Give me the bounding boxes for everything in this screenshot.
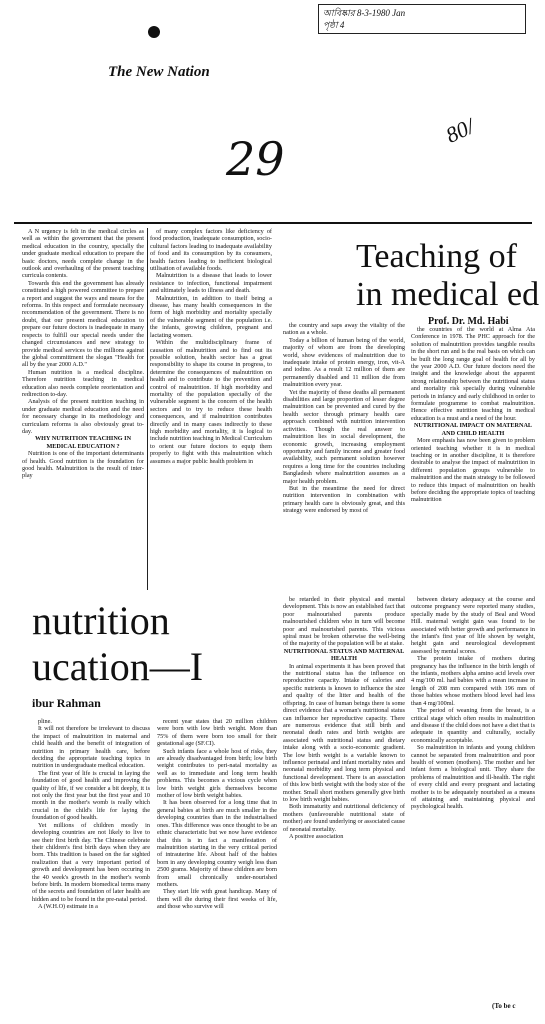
- handwritten-margin-note: 80/: [441, 113, 478, 148]
- paragraph: the country and saps away the vitality of the nation as a whole.: [283, 322, 405, 337]
- title-line-2: ucation—I: [32, 644, 204, 689]
- date-stamp: [318, 4, 526, 34]
- title-line-2: in medical ed: [356, 276, 540, 313]
- paragraph: The first year of life is crucial in laying the foundation of good health and improving the quality of life, if we consider a bit deeply, it is not only the first year but the first year and 10 month in the mother's womb is really which crucial in the child's life for laying the foundation of good health.: [32, 769, 150, 822]
- part2-column-2: [157, 718, 277, 1016]
- subheading: NUTRITIONAL STATUS AND MATERNAL HEALTH: [283, 647, 405, 663]
- punch-hole: [148, 26, 160, 38]
- stamp-line-2: পৃষ্ঠা 4: [323, 20, 345, 30]
- paragraph: Nutrition is one of the important determinants of health. Good nutrition is the foundation for good health. Malnutrition is the result of inter-play: [22, 450, 144, 480]
- paragraph: Both immaturity and nutritional deficiency of mothers (unfavourable nutritional state of mother) are found underlying or associated cause of neonatal mortality.: [283, 803, 405, 833]
- paragraph: In animal experiments it has been proved that the nutritional status has the influence on reproductive capacity. Intake of calories and specific nutrients is known to influence the size and quality of the litter and health of the offspring. In case of human beings there is some direct evidence that a woman's nutritional status can influence her reproductive capacity. There are numerous evidence that still birth and neonatal death rates and birth weights are associated with nutritional status and dietary intake along with a socio-economic gradient. The low birth weight is a variable known to influence perinatal and infant mortality rates and neonatal morbidity and long term physical and functional development. There is an association of this low birth weight with the body size of the mother. Small short mothers generally give birth to low birth weight babies.: [283, 662, 405, 803]
- part1-column-4: [411, 326, 535, 590]
- part1-column-2: [150, 228, 272, 590]
- column-divider: [147, 228, 148, 590]
- paragraph: Within the multidisciplinary frame of causation of malnutrition and to find out its possible solution, health sector has a great responsibility to shape its course in progress, to determine the consequences of malnutrition on health and to contribute to the prevention and control of malnutrition. If high morbidity and mortality of the population specially of the vulnerable segment is the concern of the health sectors and to try to reduce these health consequences, and if malnutrition contributes directly and in many cases indirectly to these high morbidity and mortality, it is logical to include nutrition teaching in Medical Curriculum to orient our future doctors to equip them properly to fight with this malnutrition which assumes a major public health problem in: [150, 339, 272, 465]
- part2-column-3: [283, 596, 405, 1016]
- author-byline-part1: Prof. Dr. Md. Habi: [428, 316, 509, 327]
- paragraph: Yet millions of children mostly in developing countries are not likely to live to see their first birth day. The Chinese celebrate their children's first birth days when they are born. This tradition is based on the far sighted realization that a very important period of growth and development has been occuring in the 40 week's growth in the mother's womb before birth. In modern biomedical terms many of the secrets and foundation of later health are hidden and to be found in the pre-natal period.: [32, 821, 150, 903]
- top-rule: [14, 222, 532, 224]
- handwritten-page-number: 29: [226, 132, 285, 186]
- part1-column-1: [22, 228, 144, 590]
- paragraph: Towards this end the government has already constituted a high powered committee to prepare a report and suggest the ways and means for the reforms. In this respect and formulate necessary recommendation of the government. There is no doubt, that our present medical education to prepare our future doctors is inadequate in many respects to fulfill our special needs under the changed circumstances and new strategy to provide medical services to the millions against the global committment the slogan "Health for all by the year 2000 A.D.": [22, 279, 144, 369]
- paragraph: The protein intake of mothers during pregnancy has the influence in the birth length of the infants, mothers alpha amino acid levels over 4 mg/100 ml. had babies with a mean increase in length of 208 mm compared with 196 mm of those babies whose mothers blood level had less than 4 mg/100ml.: [411, 655, 535, 707]
- part2-column-1: [32, 718, 150, 1016]
- newspaper-name: The New Nation: [108, 64, 210, 80]
- article-title-part1: [356, 238, 539, 314]
- title-line-1: Teaching of: [356, 238, 517, 275]
- paragraph: pline.: [38, 718, 52, 725]
- paragraph: Such infants face a whole host of risks, they are already disadvantaged from birth; low birth weight contributes to peri-natal mortality as well as to immediate and long term health problems. This becomes a vicious cycle when low birth weight girls themselves become mother of low birth weight babies.: [157, 747, 277, 800]
- part2-column-4: [411, 596, 535, 998]
- paragraph: A N urgency is felt in the medical circles as well as within the government that the present medical education in the country, specially the under graduate medical education to prepare the basic doctors, needs complete change in the outlook and overhauling of the present teaching curricula contents.: [22, 228, 144, 280]
- subheading: NUTRITIONAL IMPACT ON MATERNAL AND CHILD HEALTH: [413, 422, 533, 437]
- paragraph: A positive association: [289, 833, 344, 840]
- paragraph: the countries of the world at Alma Ata Conference in 1978. The PHC approach for the solution of malnutrition provides tangible results in the short run and is the real basis on which can be built the long range goal of health for all by the year 2000 A.D. Our future doctors need the insight and the knowledge about the apparent strong relationship between the nutritional status and mortality risk specially during vulnerable periods in infancy and early childhood in order to formulate programme to combat malnutrition. Hence effective nutrition teaching in medical education is a must and a need of the hour.: [411, 326, 535, 422]
- paragraph: of many complex factors like deficiency of food production, inadequate consumption, socio-cultural factors leading to inadequate availability of food and its consumption by its consumers, health factors leading to inefficient biological utilisation of available foods.: [150, 228, 272, 273]
- paragraph: But in the meantime the need for direct nutrition intervention in combination with primary health care is obviously great, and this strategy were endorsed by most of: [283, 484, 405, 515]
- paragraph: Today a billion of human being of the world, majority of whom are from the developing world, show evidences of malnutrition due to inadequate intake of protein energy, iron, vit-A and iodine. As a result 12 million of them are permanently disabled and 11 million die from malnutrition every year.: [283, 336, 405, 389]
- paragraph: More emphasis has now been given to problem oriented teaching whether it is in medical teaching or in another discipline, it is therefore desirable to analyse the impact of malnutrition in different population groups vulnerable to malnutrition and the main strategy to be followed to reduce this impact of malnutrition on health before deciding the appropriate topics of teaching malnutrition: [411, 437, 535, 504]
- continued-note: (To be c: [492, 1002, 516, 1010]
- paragraph: The period of weaning from the breast, is a critical stage which often results in malnutrition and disease if the child does not have a diet that is adequate in quantity and culturally, socially economically acceptable.: [411, 707, 535, 744]
- paragraph: So malnutrition in infants and young children cannot be separated from malnutrition and poor health of women (mothers). The mother and her infant form a biological unit. They share the problems of malnutrition and ill-health. The right of every child and every pregnant and lactating mother is to be adequately nourished as a means of attaining and maintaining physical and psychological health.: [411, 744, 535, 811]
- paragraph: be retarded in their physical and mental development. This is now an established fact that poor malnourished parents produce malnourished children who in turn will become poor and malnourished parents. This vicious spiral must be broken otherwise the well-being of the majority of the population will be at stake.: [283, 596, 405, 648]
- paragraph: Analysis of the present nutrition teaching in under graduate medical education and the need for necessary change in its methodology and curriculam reforms is also obviously great to-day.: [22, 398, 144, 435]
- title-line-1: nutrition: [32, 598, 170, 643]
- stamp-line-1: আবিষ্কার 8-3-1980 Jan: [323, 8, 406, 18]
- author-byline-part2: ibur Rahman: [32, 696, 101, 710]
- part1-column-3: [283, 322, 405, 590]
- paragraph: Malnutrition, in addition to itself being a disease, has many health consequences in the form of high morbidity and mortality specially of the vulnerable segment of the population i.e. the infants, growing children, pregnant and lactating women.: [150, 294, 272, 339]
- paragraph: between dietary adequacy at the course and outcome pregnancy were reported many studies, specially made by the study of Beal and Wood Hill. maternal weight gain was found to be associated with better growth and performance in the infant's first year of life shown by weight, height gain and neurological development assessed by mental scores.: [411, 596, 535, 655]
- paragraph: recent year states that 20 million children were born with low birth weight. More than 75% of them were born too small for their gestational age (SF.CI).: [157, 718, 277, 748]
- paragraph: Malnutrition is a disease that leads to lower resistance to infection, functional impairment and ultimately leads to illness and death.: [150, 272, 272, 295]
- paragraph: It has been observed for a long time that in general babies at birth are much smaller in the developing countries than in the industrialised ones. This difference was once thought to be an ethnic characteristic but we now have evidence that this is in fact a manifestation of malnutrition starting in the very critical period of intrauterine life. About half of the babies born in any developing country weigh less than 2500 grams. Majority of these children are born from small chronically under-nourished mothers.: [157, 799, 277, 888]
- paragraph: Yet the majority of these deaths all permanent disabilities and large proportion of lesser degree malnutrition can be prevented and cured by the health sector through primary health care approach combined with nutrition intervention activities. Though the real answer to malnutrition lies in social development, the economic growth, increasing employment opportunity and family income and greater food availability, such permanent solution however requires a long time for the countries including Bangladesh where malnutrition assumes as a major health problem.: [283, 388, 405, 485]
- paragraph: It will not therefore be irrelevant to discuss the impact of malnutrition in maternal and child health and the benefit of integration of nutrition in primary health care, before deciding the appropriate teaching topics in nutrition in undergraduate medical education.: [32, 725, 150, 770]
- paragraph: Human nutrition is a medical discipline. Therefore nutrition teaching in medical education also needs complete reorientation and redirection to-day.: [22, 368, 144, 398]
- article-title-part2: [32, 598, 203, 690]
- subheading: WHY NUTRITION TEACHING IN MEDICAL EDUCATION ?: [34, 435, 132, 450]
- paragraph: They start life with great handicap. Many of them will die during their first weeks of life, and those who survive will: [157, 888, 277, 911]
- paragraph: A (W.H.O) estimate in a: [38, 903, 98, 911]
